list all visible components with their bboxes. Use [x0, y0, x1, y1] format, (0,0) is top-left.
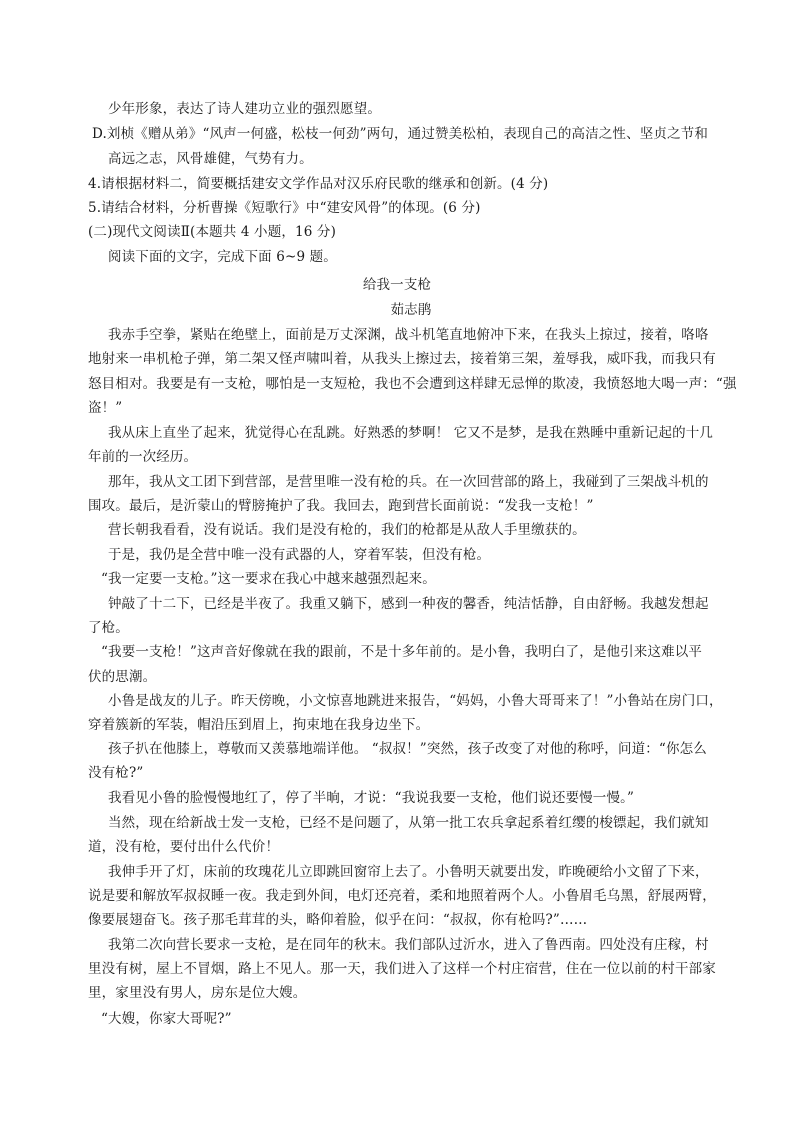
section-heading: (二)现代文阅读Ⅱ(本题共 4 小题，16 分): [88, 224, 336, 240]
story-line: 我第二次向营长要求一支枪，是在同年的秋末。我们部队过沂水，进入了鲁西南。四处没有庄稼，村: [108, 937, 709, 953]
story-line: 营长朝我看看，没有说话。我们是没有枪的，我们的枪都是从敌人手里缴获的。: [108, 522, 586, 538]
story-line: 我伸手开了灯，床前的玫瑰花儿立即跳回窗帘上去了。小鲁明天就要出发，昨晚硬给小文留了下来，: [108, 864, 709, 880]
story-line: 那年，我从文工团下到营部，是营里唯一没有枪的兵。在一次回营部的路上，我碰到了三架战斗机的: [108, 474, 709, 490]
story-line: 没有枪?”: [88, 765, 144, 781]
question-5: 5.请结合材料，分析曹操《短歌行》中“建安风骨”的体现。(6 分): [88, 200, 481, 216]
story-line: 里，家里没有男人，房东是位大嫂。: [88, 985, 307, 1001]
story-line: 说是要和解放军叔叔睡一夜。我走到外间，电灯还亮着，柔和地照着两个人。小鲁眉毛乌黑，舒展两臂，: [88, 888, 716, 904]
story-line: 当然，现在给新战士发一支枪，已经不是问题了，从第一批工农兵拿起系着红缨的梭镖起，我们就知: [108, 815, 709, 831]
story-line: “大嫂，你家大哥呢?”: [101, 1011, 232, 1027]
story-line: “我要一支枪！”这声音好像就在我的跟前，不是十多年前的。是小鲁，我明白了，是他引来这难以平: [101, 644, 703, 660]
story-line: 年前的一次经历。: [88, 449, 198, 465]
story-line: 怒目相对。我要是有一支枪，哪怕是一支短枪，我也不会遭到这样肆无忌惮的欺凌，我愤怒地大喝一声：“强: [88, 376, 737, 392]
story-line: 穿着簇新的军装，帽沿压到眉上，拘束地在我身边坐下。: [88, 717, 430, 733]
story-line: 孩子扒在他膝上，尊敬而又羡慕地端详他。 “叔叔！”突然，孩子改变了对他的称呼，问道：“你怎么: [108, 741, 707, 757]
option-d-line-1: D.刘桢《赠从弟》“风声一何盛，松枝一何劲”两句，通过赞美松柏，表现自己的高洁之性、坚贞之节和: [92, 126, 708, 142]
story-author: 茹志鹃: [390, 302, 432, 318]
story-line: “我一定要一支枪。”这一要求在我心中越来越强烈起来。: [101, 571, 436, 587]
option-c-continuation: 少年形象，表达了诗人建功立业的强烈愿望。: [108, 101, 381, 117]
story-line: 我赤手空拳，紧贴在绝壁上，面前是万丈深渊，战斗机笔直地俯冲下来，在我头上掠过，接着，咯咯: [108, 327, 709, 343]
question-4: 4.请根据材料二，简要概括建安文学作品对汉乐府民歌的继承和创新。(4 分): [88, 176, 549, 192]
story-line: 于是，我仍是全营中唯一没有武器的人，穿着军装，但没有枪。: [108, 547, 491, 563]
story-line: 里没有树，屋上不冒烟，路上不见人。那一天，我们进入了这样一个村庄宿营，住在一位以前的村干部家: [88, 961, 716, 977]
story-line: 伏的思潮。: [88, 669, 157, 685]
story-line: 了枪。: [88, 620, 129, 636]
story-line: 围攻。最后，是沂蒙山的臂膀掩护了我。我回去，跑到营长面前说：“发我一支枪！”: [88, 498, 594, 514]
story-line: 我看见小鲁的脸慢慢地红了，停了半晌，才说：“我说我要一支枪，他们说还要慢一慢。”: [108, 790, 635, 806]
story-title: 给我一支枪: [362, 277, 432, 293]
story-line: 地射来一串机枪子弹，第二架又怪声啸叫着，从我头上擦过去，接着第三架，羞辱我，威吓我，而我只有: [88, 351, 716, 367]
story-line: 我从床上直坐了起来，犹觉得心在乱跳。好熟悉的梦啊！ 它又不是梦，是我在熟睡中重新记起的十几: [108, 425, 714, 441]
story-line: 小鲁是战友的儿子。昨天傍晚，小文惊喜地跳进来报告，“妈妈，小鲁大哥哥来了！”小鲁站在房门口，: [108, 693, 723, 709]
story-line: 像要展翅奋飞。孩子那毛茸茸的头，略仰着脸，似乎在问：“叔叔，你有枪吗?”……: [88, 912, 588, 928]
section-instruction: 阅读下面的文字，完成下面 6~9 题。: [108, 249, 337, 265]
option-d-line-2: 高远之志，风骨雄健，气势有力。: [108, 151, 313, 167]
story-line: 盗！”: [88, 400, 123, 416]
story-line: 钟敲了十二下，已经是半夜了。我重又躺下，感到一种夜的馨香，纯洁恬静，自由舒畅。我越发想起: [108, 596, 709, 612]
story-line: 道，没有枪，要付出什么代价！: [88, 839, 280, 855]
